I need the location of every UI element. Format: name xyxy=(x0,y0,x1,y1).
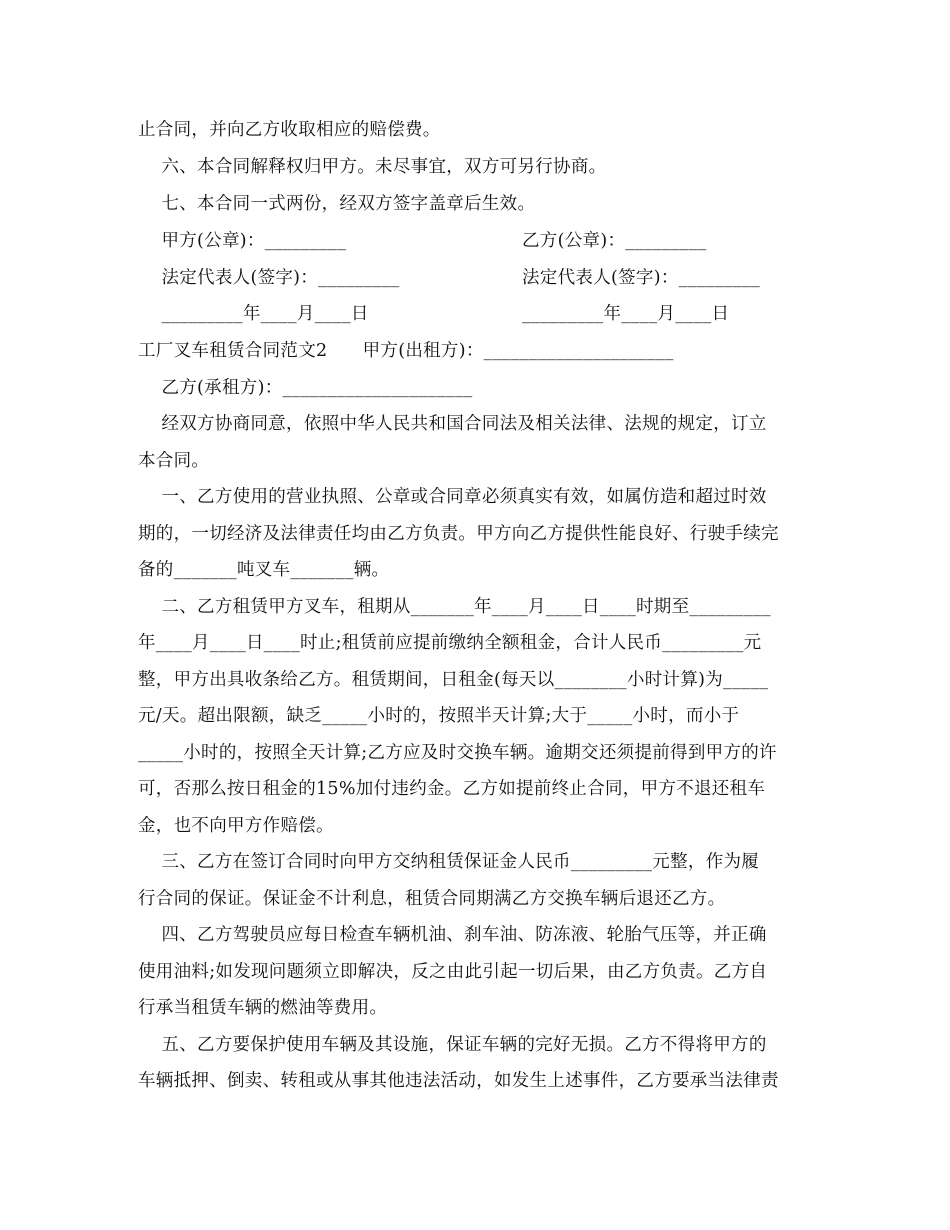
body-line: _____小时的，按照全天计算;乙方应及时交换车辆。逾期交还须提前得到甲方的许 xyxy=(138,743,777,763)
lessee-line: 乙方(承租方)：_____________________ xyxy=(138,378,473,398)
body-line: 整，甲方出具收条给乙方。租赁期间，日租金(每天以________小时计算)为_____ xyxy=(138,670,769,690)
body-line: 一、乙方使用的营业执照、公章或合同章必须真实有效，如属仿造和超过时效 xyxy=(138,487,767,507)
body-line: 金，也不向甲方作赔偿。 xyxy=(138,816,334,836)
party-b-date: _________年____月____日 xyxy=(522,304,730,324)
text-line-3: 七、本合同一式两份，经双方签字盖章后生效。 xyxy=(138,194,536,214)
body-line: 年____月____日____时止;租赁前应提前缴纳全额租金，合计人民币_________元 xyxy=(138,633,762,653)
party-b-representative: 法定代表人(签字)：_________ xyxy=(522,268,761,288)
body-line: 使用油料;如发现问题须立即解决，反之由此引起一切后果，由乙方负责。乙方自 xyxy=(138,962,768,982)
body-line: 车辆抵押、倒卖、转租或从事其他违法活动，如发生上述事件，乙方要承当法律责 xyxy=(138,1071,779,1091)
body-line: 五、乙方要保护使用车辆及其设施，保证车辆的完好无损。乙方不得将甲方的 xyxy=(138,1035,767,1055)
body-line: 元/天。超出限额，缺乏_____小时的，按照半天计算;大于_____小时，而小于 xyxy=(138,706,740,726)
body-line: 备的_______吨叉车_______辆。 xyxy=(138,560,390,580)
party-a-representative: 法定代表人(签字)：_________ xyxy=(138,268,400,288)
body-line: 本合同。 xyxy=(138,451,210,471)
body-line: 可，否那么按日租金的15%加付违约金。乙方如提前终止合同，甲方不退还租车 xyxy=(138,779,766,799)
body-line: 四、乙方驾驶员应每日检查车辆机油、刹车油、防冻液、轮胎气压等，并正确 xyxy=(138,925,767,945)
party-b-seal: 乙方(公章)：_________ xyxy=(522,231,707,251)
party-a-seal: 甲方(公章)：_________ xyxy=(138,231,347,251)
text-line-2: 六、本合同解释权归甲方。未尽事宜，双方可另行协商。 xyxy=(138,157,607,177)
contract-title-line: 工厂叉车租赁合同范文2 甲方(出租方)：_____________________ xyxy=(138,341,674,361)
body-line: 三、乙方在签订合同时向甲方交纳租赁保证金人民币_________元整，作为履 xyxy=(138,852,760,872)
body-line: 行合同的保证。保证金不计利息，租赁合同期满乙方交换车辆后退还乙方。 xyxy=(138,889,726,909)
body-line: 经双方协商同意，依照中华人民共和国合同法及相关法律、法规的规定，订立 xyxy=(138,414,767,434)
text-line-1: 止合同，并向乙方收取相应的赔偿费。 xyxy=(138,120,441,140)
party-a-date: _________年____月____日 xyxy=(138,304,369,324)
body-line: 行承当租赁车辆的燃油等费用。 xyxy=(138,998,388,1018)
body-line: 期的，一切经济及法律责任均由乙方负责。甲方向乙方提供性能良好、行驶手续完 xyxy=(138,524,779,544)
body-line: 二、乙方租赁甲方叉车，租期从_______年____月____日____时期至_________ xyxy=(138,597,771,617)
